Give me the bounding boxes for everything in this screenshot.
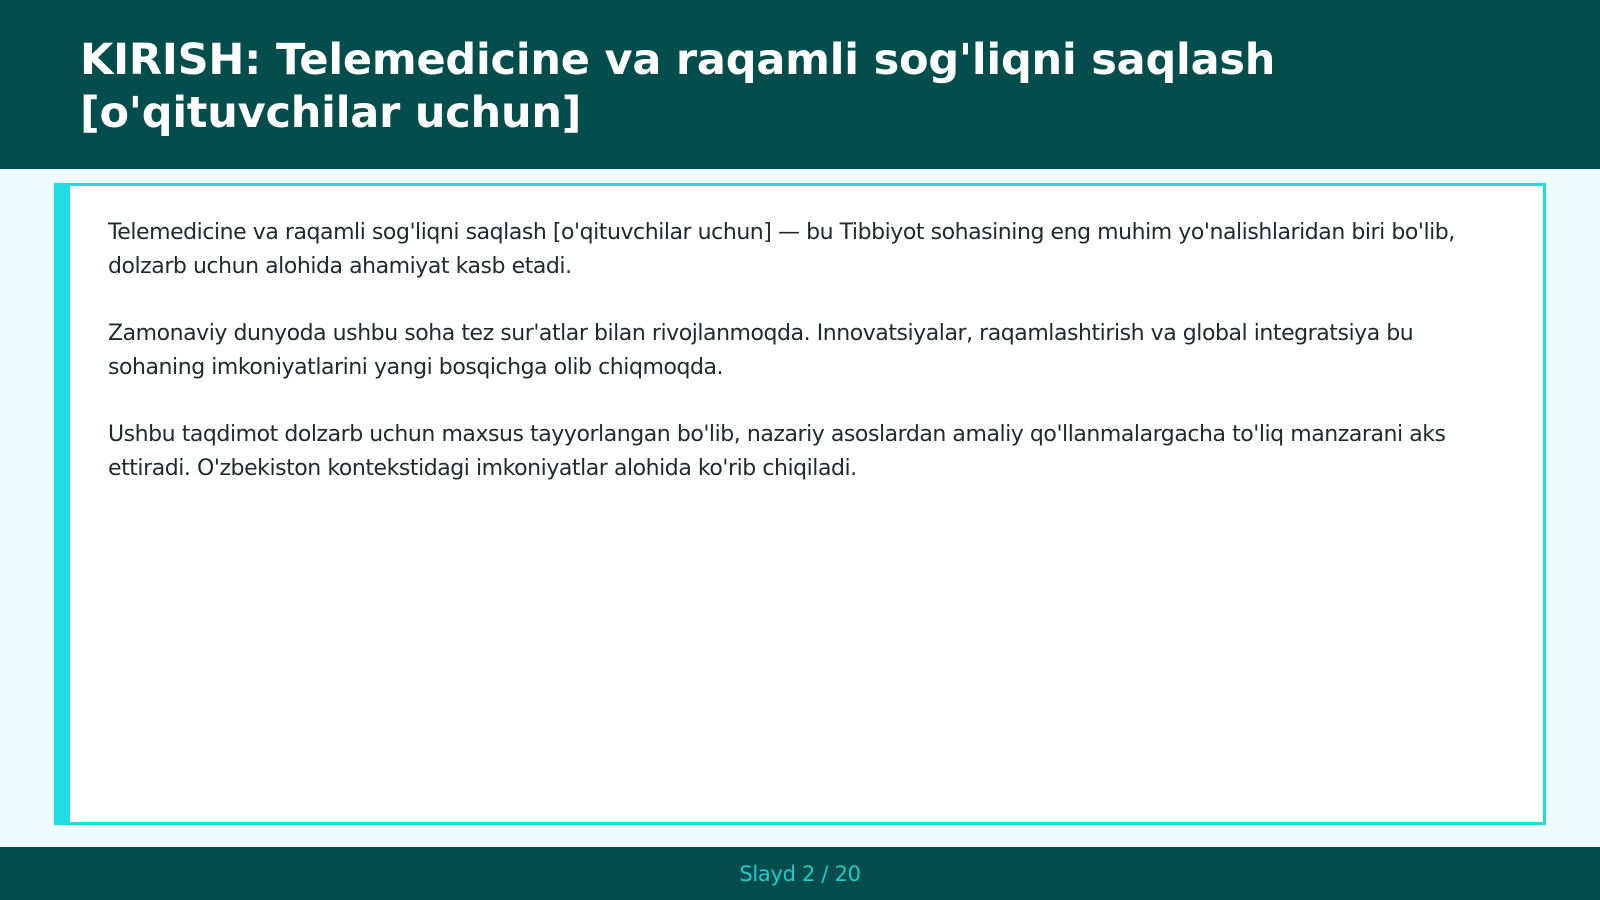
- development-paragraph: Zamonaviy dunyoda ushbu soha tez sur'atlar bilan rivojlanmoqda. Innovatsiyalar, raqamlashtirish va global integratsiya bu sohaning imkoniyatlarini yangi bosqichga olib chiqmoqda.: [108, 321, 1414, 380]
- presentation-paragraph: Ushbu taqdimot dolzarb uchun maxsus tayyorlangan bo'lib, nazariy asoslardan amaliy qo'llanmalargacha to'liq manzarani aks ettiradi. O'zbekiston kontekstidagi imkoniyatlar alohida ko'rib chiqiladi.: [108, 422, 1446, 481]
- slide-title: KIRISH: Telemedicine va raqamli sog'liqni saqlash [o'qituvchilar uchun]: [80, 35, 1276, 138]
- slide-header: [0, 0, 1600, 169]
- content-panel: [54, 183, 1546, 825]
- slide-counter: Slayd 2 / 20: [739, 861, 861, 886]
- intro-paragraph: Telemedicine va raqamli sog'liqni saqlash [o'qituvchilar uchun] — bu Tibbiyot sohasining eng muhim yo'nalishlaridan biri bo'lib, dolzarb uchun alohida ahamiyat kasb etadi.: [108, 220, 1455, 279]
- slide-footer: [0, 847, 1600, 900]
